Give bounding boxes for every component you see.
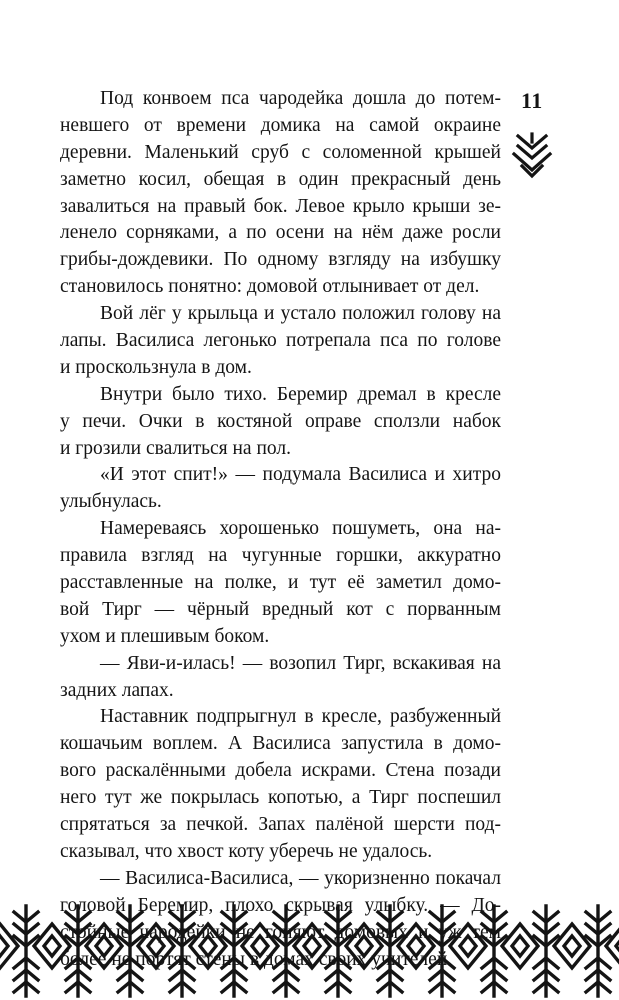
chapter-ornament-icon [508, 132, 556, 182]
text-line: Внутри было тихо. Беремир дремал в кресле [100, 383, 501, 405]
text-line: головой Беремир, плохо скрывая улыбку. — До- [60, 894, 501, 916]
paragraph [60, 651, 501, 705]
text-line: расставленные на полке, и тут её заметил домо- [60, 572, 501, 594]
text-line: правила взгляд на чугунные горшки, аккуратно [60, 545, 501, 567]
paragraph [60, 462, 501, 516]
paragraph [60, 301, 501, 382]
text-line: Под конвоем пса чародейка дошла до потем- [100, 88, 501, 109]
text-line: сказывал, что хвост коту уберечь не удалось. [60, 840, 433, 862]
text-line: вой Тирг — чёрный вредный кот с порванным [60, 598, 501, 620]
text-line: стойные чародейки не гоняют домовых и уж тем [60, 921, 501, 943]
text-line: — Яви-и-илась! — возопил Тирг, вскакивая на [100, 652, 501, 674]
paragraph [60, 86, 501, 301]
folk-ornament-border-icon [0, 902, 619, 1000]
paragraph [60, 704, 501, 865]
text-line: спрятаться за печкой. Запах палёной шерсти под- [60, 814, 501, 836]
text-line: Намереваясь хорошенько пошуметь, она на- [100, 518, 501, 540]
text-line: более не портят стены в домах своих учителей. [60, 948, 453, 970]
text-line: улыбнулась. [60, 491, 162, 513]
text-line: деревни. Маленький сруб с соломенной крышей [60, 141, 501, 163]
text-line: — Василиса-Василиса, — укоризненно покачал [100, 867, 501, 889]
paragraph [60, 516, 501, 650]
text-line: завалиться на правый бок. Левое крыло крыши зе- [60, 195, 501, 217]
text-line: ухом и плешивым боком. [60, 625, 270, 647]
text-line: заметно косил, обещая в один прекрасный день [60, 168, 501, 190]
text-line: ленело сорняками, а по осени на нём даже росли [60, 222, 501, 244]
body-text [60, 86, 501, 973]
paragraph [60, 382, 501, 463]
text-line: Наставник подпрыгнул в кресле, разбуженный [100, 706, 501, 728]
text-line: вого раскалёнными добела искрами. Стена позади [60, 760, 501, 782]
text-line: невшего от времени домика на самой окраине [60, 114, 501, 136]
text-line: у печи. Очки в костяной оправе сползли набок [60, 410, 501, 432]
page-number: 11 [521, 88, 543, 113]
text-line: него тут же покрылась копотью, а Тирг поспешил [60, 787, 501, 809]
text-line: и грозили свалиться на пол. [60, 437, 292, 459]
text-line: «И этот спит!» — подумала Василиса и хитро [100, 464, 501, 486]
text-line: и проскользнула в дом. [60, 356, 252, 378]
text-line: грибы-дождевики. По одному взгляду на избушку [60, 249, 501, 271]
text-line: лапы. Василиса легонько потрепала пса по голове [60, 330, 501, 352]
text-line: задних лапах. [60, 679, 174, 701]
text-line: становилось понятно: домовой отлынивает от дел. [60, 276, 480, 298]
text-line: кошачьим воплем. А Василиса запустила в домо- [60, 733, 501, 755]
text-line: Вой лёг у крыльца и устало положил голову на [100, 303, 501, 325]
